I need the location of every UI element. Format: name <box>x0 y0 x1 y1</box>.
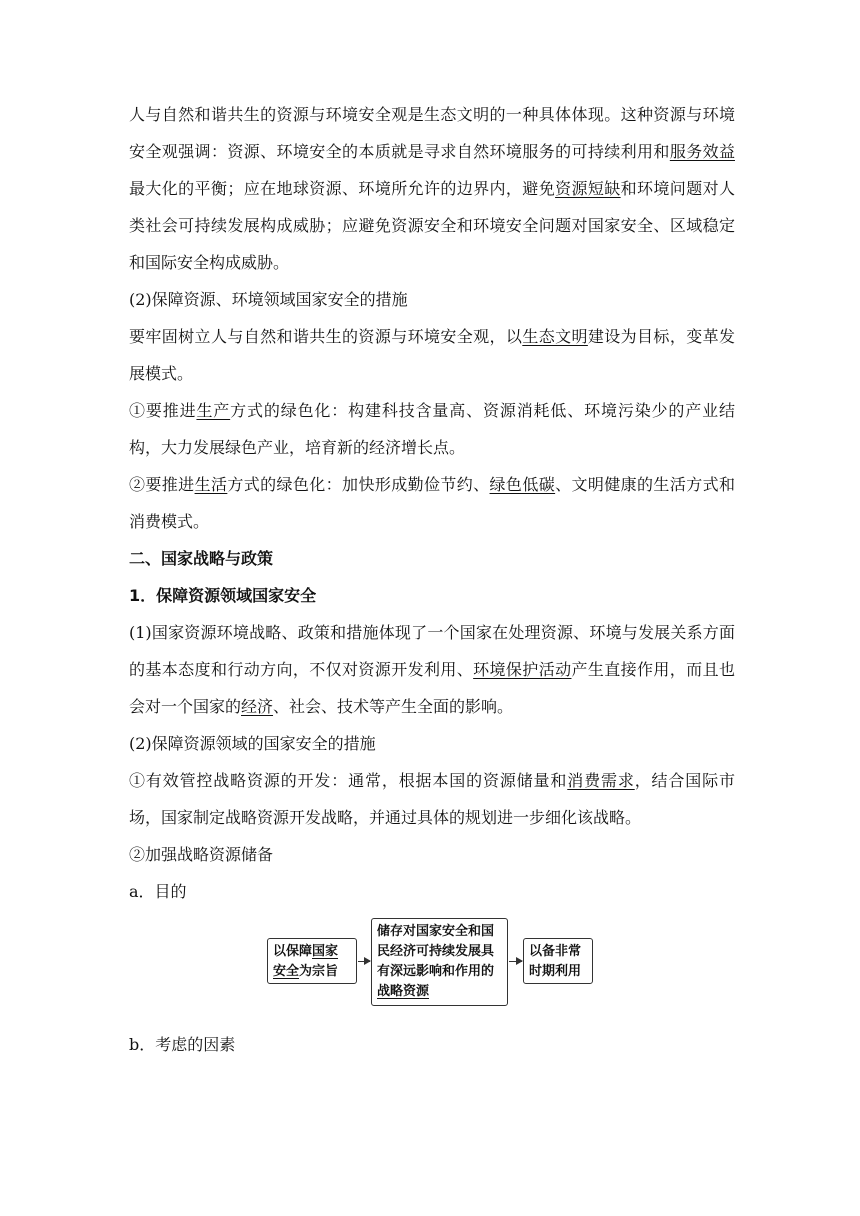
paragraph-eco-civilization: 要牢固树立人与自然和谐共生的资源与环境安全观，以生态文明建设为目标，变革发展模式。 <box>129 327 735 383</box>
subheading-measures-resource: (2)保障资源领域的国家安全的措施 <box>129 734 376 753</box>
document-body <box>129 96 735 1063</box>
blank-economy: 经济 <box>241 697 274 716</box>
flow-arrow-1 <box>358 961 370 962</box>
paragraph-resource-security-view: 人与自然和谐共生的资源与环境安全观是生态文明的一种具体体现。这种资源与环境安全观强调：资源、环境安全的本质就是寻求自然环境服务的可持续利用和服务效益最大化的平衡；应在地球资源、环境所允许的边界内，避免资源短缺和环境问题对人类社会可持续发展构成威胁；应避免资源安全和环境安全问题对国家安全、区域稳定和国际安全构成威胁。 <box>129 105 735 272</box>
flow-box-use: 以备非常时期利用 <box>523 938 593 984</box>
subheading-measures-environment: (2)保障资源、环境领域国家安全的措施 <box>129 290 408 309</box>
blank-consumption-demand: 消费需求 <box>567 771 635 790</box>
blank-security: 安全 <box>273 964 300 979</box>
flow-arrow-2 <box>509 961 522 962</box>
item-strategic-reserve: ②加强战略资源储备 <box>129 845 274 864</box>
paragraph-development-control: ①有效管控战略资源的开发：通常，根据本国的资源储量和消费需求，结合国际市场，国家制定战略资源开发战略，并通过具体的规划进一步细化该战略。 <box>129 771 735 827</box>
paragraph-life-green: ②要推进生活方式的绿色化：加快形成勤俭节约、绿色低碳、文明健康的生活方式和消费模式。 <box>129 475 735 531</box>
subsection-heading-resource-security: 1．保障资源领域国家安全 <box>129 586 317 605</box>
item-factors: b．考虑的因素 <box>129 1035 236 1054</box>
blank-strategic-resources: 战略资源 <box>377 984 430 999</box>
blank-green-low-carbon: 绿色低碳 <box>489 475 556 494</box>
purpose-flow-diagram <box>129 918 735 1026</box>
flow-box-aim: 以保障国家 安全为宗旨 <box>267 938 357 984</box>
blank-environmental-protection: 环境保护活动 <box>473 660 572 679</box>
blank-production: 生产 <box>196 401 231 420</box>
blank-eco-civilization: 生态文明 <box>522 327 588 346</box>
section-heading-strategy: 二、国家战略与政策 <box>129 549 274 568</box>
blank-service-benefit: 服务效益 <box>669 142 735 161</box>
paragraph-strategy-policy: (1)国家资源环境战略、政策和措施体现了一个国家在处理资源、环境与发展关系方面的基本态度和行动方向，不仅对资源开发利用、环境保护活动产生直接作用，而且也会对一个国家的经济、社会、技术等产生全面的影响。 <box>129 623 735 716</box>
paragraph-production-green: ①要推进生产方式的绿色化：构建科技含量高、资源消耗低、环境污染少的产业结构，大力发展绿色产业，培育新的经济增长点。 <box>129 401 735 457</box>
blank-resource-shortage: 资源短缺 <box>555 179 621 198</box>
blank-state: 国家 <box>312 944 339 959</box>
blank-life: 生活 <box>194 475 228 494</box>
flow-box-content: 储存对国家安全和国民经济可持续发展具有深远影响和作用的战略资源 <box>371 918 508 1006</box>
item-purpose: a．目的 <box>129 882 187 901</box>
